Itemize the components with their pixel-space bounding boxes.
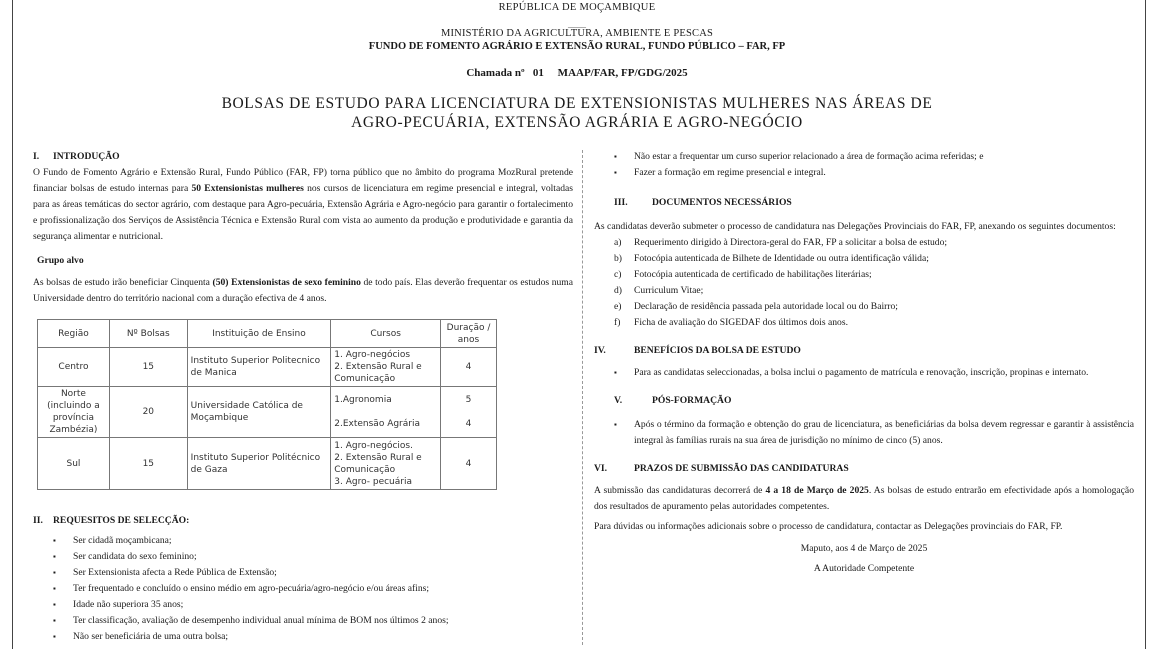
document-title-line2: AGRO-PECUÁRIA, EXTENSÃO AGRÁRIA E AGRO-NEGÓCIO	[351, 114, 803, 131]
benefits-number: IV.	[594, 345, 606, 356]
cell-region: Centro	[38, 348, 110, 387]
item-letter: a)	[614, 237, 622, 248]
intro-heading	[33, 149, 573, 165]
documents-list	[594, 235, 1134, 331]
table-row	[38, 438, 497, 490]
item-letter: f)	[614, 317, 621, 328]
table-row	[38, 348, 497, 387]
post-list	[594, 417, 1134, 449]
list-item: ▪ Não ser beneficiária de uma outra bolsa;	[33, 629, 573, 645]
documents-intro: As candidatas deverão submeter o processo de candidatura nas Delegações Provinciais do FAR, FP, anexando os seguintes documentos:	[594, 221, 1116, 232]
list-item: ▪ Ter classificação, avaliação de desempenho individual anual mínima de BOM nos últimos 2 anos;	[33, 613, 573, 629]
list-item	[594, 267, 1134, 283]
course-item: 1. Agro-negócios.	[334, 440, 413, 451]
requirements-section	[33, 513, 573, 645]
table-row	[38, 387, 497, 438]
list-item: ▪ Ser candidata do sexo feminino;	[33, 549, 573, 565]
cell-bolsas: 15	[109, 438, 187, 490]
list-item	[594, 251, 1134, 267]
requirements-list-continued	[594, 149, 1134, 181]
contact-paragraph: Para dúvidas ou informações adicionais sobre o processo de candidatura, contactar as Delegações provinciais do FAR, FP.	[594, 521, 1063, 532]
course-item: 1. Agro-negócios	[334, 350, 411, 360]
list-item: ▪ Após o término da formação e obtenção do grau de licenciatura, as beneficiárias da bolsa devem regressar e garantir à assistência integral às famílias rurais na sua área de jurisdição no mínimo de cinco (5) anos.	[594, 417, 1134, 449]
list-item	[594, 235, 1134, 251]
col-duration-header: Duração / anos	[441, 320, 497, 348]
intro-text-start: O Fundo de Fomento Agrário e Extensão Rural, Fundo Público (FAR, FP) torna público que no âmbito do programa MozRural pretende financiar bolsas de estudo internas para	[33, 167, 573, 194]
benefits-heading	[594, 343, 1134, 359]
item-text: Ficha de avaliação do SIGEDAF dos últimos dois anos.	[634, 317, 848, 328]
cell-region: Norte (incluindo a província Zambézia)	[38, 387, 110, 438]
intro-text-bold: 50 Extensionistas mulheres	[191, 183, 304, 194]
signing-authority: A Autoridade Competente	[813, 563, 915, 574]
item-text: Fotocópia autenticada de certificado de habilitações literárias;	[634, 269, 872, 280]
list-item: ▪ Ter frequentado e concluído o ensino médio em agro-pecuária/agro-negócio e/ou áreas afins;	[33, 581, 573, 597]
duration-value: 4	[465, 419, 472, 429]
course-item: 2. Extensão Rural e Comunicação	[334, 452, 422, 475]
post-heading-text: PÓS-FORMAÇÃO	[652, 395, 732, 406]
post-heading	[594, 393, 1134, 409]
cell-courses	[331, 387, 441, 438]
intro-heading-text: INTRODUÇÃO	[53, 151, 120, 162]
cell-duration	[441, 387, 497, 438]
left-column	[33, 149, 573, 307]
intro-text-end: nos cursos de licenciatura em regime presencial e integral, voltadas para as áreas temáticas do sector agrário, com destaque para Agro-pecuária, Extensão Agrária e Agro-negócio para garantir o fortalecimento e profissionalização dos Serviços de Assistência Técnica e Extensão Rural com vista ao aumento da produção e produtividade e garantia da segurança alimentar e nutricional.	[33, 183, 573, 242]
fund-header: FUNDO DE FOMENTO AGRÁRIO E EXTENSÃO RURAL, FUNDO PÚBLICO – FAR, FP	[368, 41, 786, 52]
list-item	[594, 283, 1134, 299]
group-heading: Grupo alvo	[37, 255, 84, 266]
col-institution-header: Instituição de Ensino	[187, 320, 331, 348]
benefits-heading-text: BENEFÍCIOS DA BOLSA DE ESTUDO	[634, 345, 801, 356]
republic-header: REPÚBLICA DE MOÇAMBIQUE	[498, 2, 656, 13]
call-number: Chamada nº 01 MAAP/FAR, FP/GDG/2025	[466, 67, 688, 79]
right-column	[594, 149, 1134, 577]
place-date: Maputo, aos 4 de Março de 2025	[800, 543, 928, 554]
item-text: Curriculum Vitae;	[634, 285, 704, 296]
course-item: 3. Agro- pecuária	[334, 476, 412, 487]
documents-heading-text: DOCUMENTOS NECESSÁRIOS	[652, 197, 792, 208]
group-text-end: de todo país. Elas deverão frequentar os estudos numa Universidade dentro do território nacional com a duração efectiva de 4 anos.	[33, 277, 574, 304]
requirements-heading	[33, 513, 573, 529]
deadlines-text-start: A submissão das candidaturas decorrerá de	[594, 485, 766, 496]
cell-institution: Instituto Superior Politecnico de Manica	[187, 348, 331, 387]
deadlines-text-bold: 4 a 18 de Março de 2025	[765, 485, 869, 496]
list-item: ▪ Idade não superiora 35 anos;	[33, 597, 573, 613]
deadlines-number: VI.	[594, 463, 608, 474]
intro-number: I.	[33, 151, 40, 162]
col-bolsas-header: Nº Bolsas	[109, 320, 187, 348]
item-text: Fotocópia autenticada de Bilhete de Identidade ou outra identificação válida;	[634, 253, 929, 264]
header-separator: ____	[568, 19, 586, 29]
course-item: 2.Extensão Agrária	[334, 419, 420, 429]
document-title-line1: BOLSAS DE ESTUDO PARA LICENCIATURA DE EXTENSIONISTAS MULHERES NAS ÁREAS DE	[221, 95, 933, 112]
item-letter: b)	[614, 253, 622, 264]
item-letter: c)	[614, 269, 622, 280]
cell-courses	[331, 438, 441, 490]
item-letter: e)	[614, 301, 622, 312]
benefits-list	[594, 365, 1134, 381]
list-item: ▪ Fazer a formação em regime presencial e integral.	[594, 165, 1134, 181]
table-header-row	[38, 320, 497, 348]
scholarship-table	[37, 319, 497, 490]
col-courses-header: Cursos	[331, 320, 441, 348]
ministry-header: MINISTÉRIO DA AGRICULTURA, AMBIENTE E PESCAS	[440, 28, 714, 39]
requirements-list	[33, 533, 573, 645]
list-item	[594, 315, 1134, 331]
list-item: ▪ Ser cidadã moçambicana;	[33, 533, 573, 549]
documents-number: III.	[614, 197, 628, 208]
group-text-start: As bolsas de estudo irão beneficiar Cinquenta	[33, 277, 213, 288]
intro-paragraph	[33, 165, 573, 245]
item-text: Requerimento dirigido à Directora-geral do FAR, FP a solicitar a bolsa de estudo;	[634, 237, 948, 248]
post-number: V.	[614, 395, 623, 406]
cell-bolsas: 15	[109, 348, 187, 387]
cell-courses	[331, 348, 441, 387]
list-item: ▪ Não estar a frequentar um curso superior relacionado a área de formação acima referidas; e	[594, 149, 1134, 165]
cell-institution: Universidade Católica de Moçambique	[187, 387, 331, 438]
course-item: 2. Extensão Rural e Comunicação	[334, 362, 422, 384]
item-text: Declaração de residência passada pela autoridade local ou do Bairro;	[634, 301, 898, 312]
deadlines-paragraph	[594, 483, 1134, 515]
item-letter: d)	[614, 285, 622, 296]
requirements-number: II.	[33, 515, 43, 526]
documents-heading	[594, 195, 1134, 211]
deadlines-heading-text: PRAZOS DE SUBMISSÃO DAS CANDIDATURAS	[634, 463, 849, 474]
list-item: ▪ Para as candidatas seleccionadas, a bolsa inclui o pagamento de matrícula e renovação, inscrição, propinas e internato.	[594, 365, 1134, 381]
group-text-bold: (50) Extensionistas de sexo feminino	[212, 277, 361, 288]
cell-bolsas: 20	[109, 387, 187, 438]
column-divider	[582, 150, 583, 645]
col-region-header: Região	[38, 320, 110, 348]
duration-value: 5	[465, 395, 472, 405]
deadlines-heading	[594, 461, 1134, 477]
list-item	[594, 299, 1134, 315]
cell-region: Sul	[38, 438, 110, 490]
cell-duration: 4	[441, 438, 497, 490]
requirements-heading-text: REQUESITOS DE SELECÇÃO:	[53, 515, 190, 526]
deadlines-text-end: . As bolsas de estudo entrarão em efectividade após a homologação dos resultados de apuramento pelas autoridades competentes.	[594, 485, 1134, 512]
cell-duration: 4	[441, 348, 497, 387]
list-item: ▪ Ser Extensionista afecta a Rede Pública de Extensão;	[33, 565, 573, 581]
group-paragraph	[33, 275, 573, 307]
cell-institution: Instituto Superior Politécnico de Gaza	[187, 438, 331, 490]
course-item: 1.Agronomia	[334, 395, 392, 405]
